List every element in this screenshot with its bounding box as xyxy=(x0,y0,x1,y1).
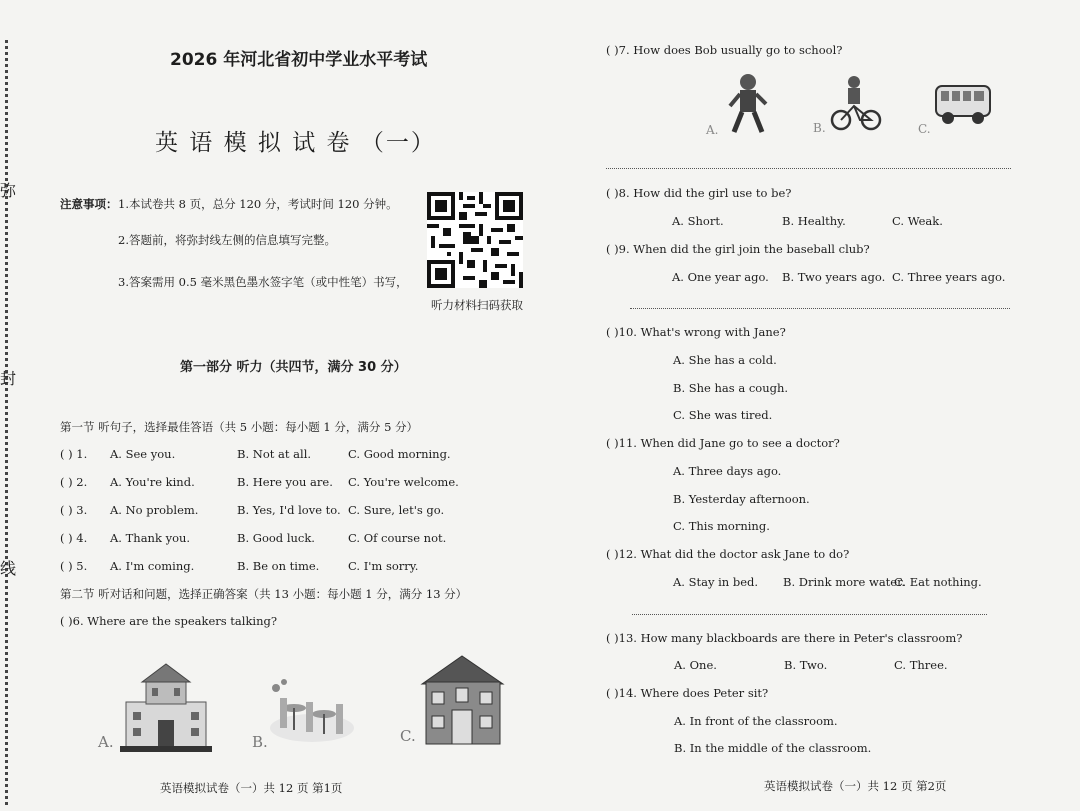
seal-char-1: 弥 xyxy=(0,181,17,200)
q12-option-b: B. Drink more water. xyxy=(783,575,905,589)
option-b: B. Be on time. xyxy=(237,559,320,573)
school-building-icon xyxy=(420,654,505,746)
option-c: C. You're welcome. xyxy=(348,475,459,489)
q12-option-a: A. Stay in bed. xyxy=(673,575,759,589)
q6-label-b: B. xyxy=(252,733,268,751)
q8-option-b: B. Healthy. xyxy=(782,214,846,228)
q7-label-a: A. xyxy=(706,123,719,137)
seal-line xyxy=(5,40,8,805)
qr-caption: 听力材料扫码获取 xyxy=(431,298,523,312)
note-2: 2.答题前，将弥封线左侧的信息填写完整。 xyxy=(118,233,336,247)
seal-char-3: 线 xyxy=(0,559,17,578)
q7-label-c: C. xyxy=(918,122,931,136)
option-b: B. Yes, I'd love to. xyxy=(237,503,341,517)
note-1: 1.本试卷共 8 页，总分 120 分，考试时间 120 分钟。 xyxy=(118,197,398,211)
q12-option-c: C. Eat nothing. xyxy=(894,575,982,589)
walking-boy-icon xyxy=(724,72,774,138)
q8-option-c: C. Weak. xyxy=(892,214,943,228)
section2-title: 第二节 听对话和问题，选择正确答案（共 13 小题：每小题 1 分，满分 13 分） xyxy=(60,587,468,601)
question-number: ( ) 4. xyxy=(60,531,88,545)
q10-option-c: C. She was tired. xyxy=(673,408,773,422)
q14-option-b: B. In the middle of the classroom. xyxy=(674,741,872,755)
school-bus-icon xyxy=(934,82,992,126)
divider xyxy=(606,168,1011,169)
part-title: 第一部分 听力（共四节，满分 30 分） xyxy=(180,360,407,375)
question-13: ( )13. How many blackboards are there in Peter's classroom? xyxy=(606,631,963,645)
question-6: ( )6. Where are the speakers talking? xyxy=(60,614,278,628)
q13-option-b: B. Two. xyxy=(784,658,828,672)
divider xyxy=(632,614,987,615)
q11-option-b: B. Yesterday afternoon. xyxy=(673,492,810,506)
exam-title: 2026 年河北省初中学业水平考试 xyxy=(170,50,428,70)
q11-option-c: C. This morning. xyxy=(673,519,770,533)
exam-subtitle: 英 语 模 拟 试 卷 （一） xyxy=(155,130,436,156)
divider xyxy=(630,308,1010,309)
question-8: ( )8. How did the girl use to be? xyxy=(606,186,792,200)
question-10: ( )10. What's wrong with Jane? xyxy=(606,325,786,339)
q13-option-c: C. Three. xyxy=(894,658,948,672)
question-7: ( )7. How does Bob usually go to school? xyxy=(606,43,843,57)
option-b: B. Here you are. xyxy=(237,475,333,489)
hotel-building-icon xyxy=(118,662,213,754)
option-a: A. You're kind. xyxy=(110,475,195,489)
question-9: ( )9. When did the girl join the baseball club? xyxy=(606,242,870,256)
q10-option-b: B. She has a cough. xyxy=(673,381,789,395)
note-3: 3.答案需用 0.5 毫米黑色墨水签字笔（或中性笔）书写， xyxy=(118,275,408,289)
question-number: ( ) 5. xyxy=(60,559,88,573)
question-number: ( ) 1. xyxy=(60,447,88,461)
option-a: A. No problem. xyxy=(110,503,199,517)
seal-char-2: 封 xyxy=(0,369,17,388)
q8-option-a: A. Short. xyxy=(672,214,724,228)
bicycle-rider-icon xyxy=(830,74,882,132)
page1-footer: 英语模拟试卷（一）共 12 页 第1页 xyxy=(160,781,343,795)
restaurant-tables-icon xyxy=(262,668,357,748)
question-11: ( )11. When did Jane go to see a doctor? xyxy=(606,436,840,450)
q9-option-b: B. Two years ago. xyxy=(782,270,886,284)
q9-option-c: C. Three years ago. xyxy=(892,270,1006,284)
page2-footer: 英语模拟试卷（一）共 12 页 第2页 xyxy=(764,779,947,793)
option-c: C. I'm sorry. xyxy=(348,559,419,573)
q13-option-a: A. One. xyxy=(674,658,717,672)
option-a: A. See you. xyxy=(110,447,176,461)
q7-label-b: B. xyxy=(813,121,826,135)
question-14: ( )14. Where does Peter sit? xyxy=(606,686,769,700)
section1-title: 第一节 听句子，选择最佳答语（共 5 小题：每小题 1 分，满分 5 分） xyxy=(60,420,419,434)
qr-code-icon xyxy=(427,192,523,288)
option-c: C. Of course not. xyxy=(348,531,447,545)
option-a: A. Thank you. xyxy=(110,531,191,545)
q14-option-a: A. In front of the classroom. xyxy=(674,714,838,728)
notes-label: 注意事项： xyxy=(60,197,118,211)
q9-option-a: A. One year ago. xyxy=(672,270,769,284)
option-c: C. Good morning. xyxy=(348,447,451,461)
q11-option-a: A. Three days ago. xyxy=(673,464,782,478)
q6-label-c: C. xyxy=(400,727,416,745)
question-12: ( )12. What did the doctor ask Jane to do? xyxy=(606,547,850,561)
question-number: ( ) 2. xyxy=(60,475,88,489)
q6-label-a: A. xyxy=(98,733,114,751)
option-a: A. I'm coming. xyxy=(110,559,195,573)
option-b: B. Not at all. xyxy=(237,447,312,461)
option-b: B. Good luck. xyxy=(237,531,315,545)
option-c: C. Sure, let's go. xyxy=(348,503,445,517)
question-number: ( ) 3. xyxy=(60,503,88,517)
q10-option-a: A. She has a cold. xyxy=(673,353,777,367)
